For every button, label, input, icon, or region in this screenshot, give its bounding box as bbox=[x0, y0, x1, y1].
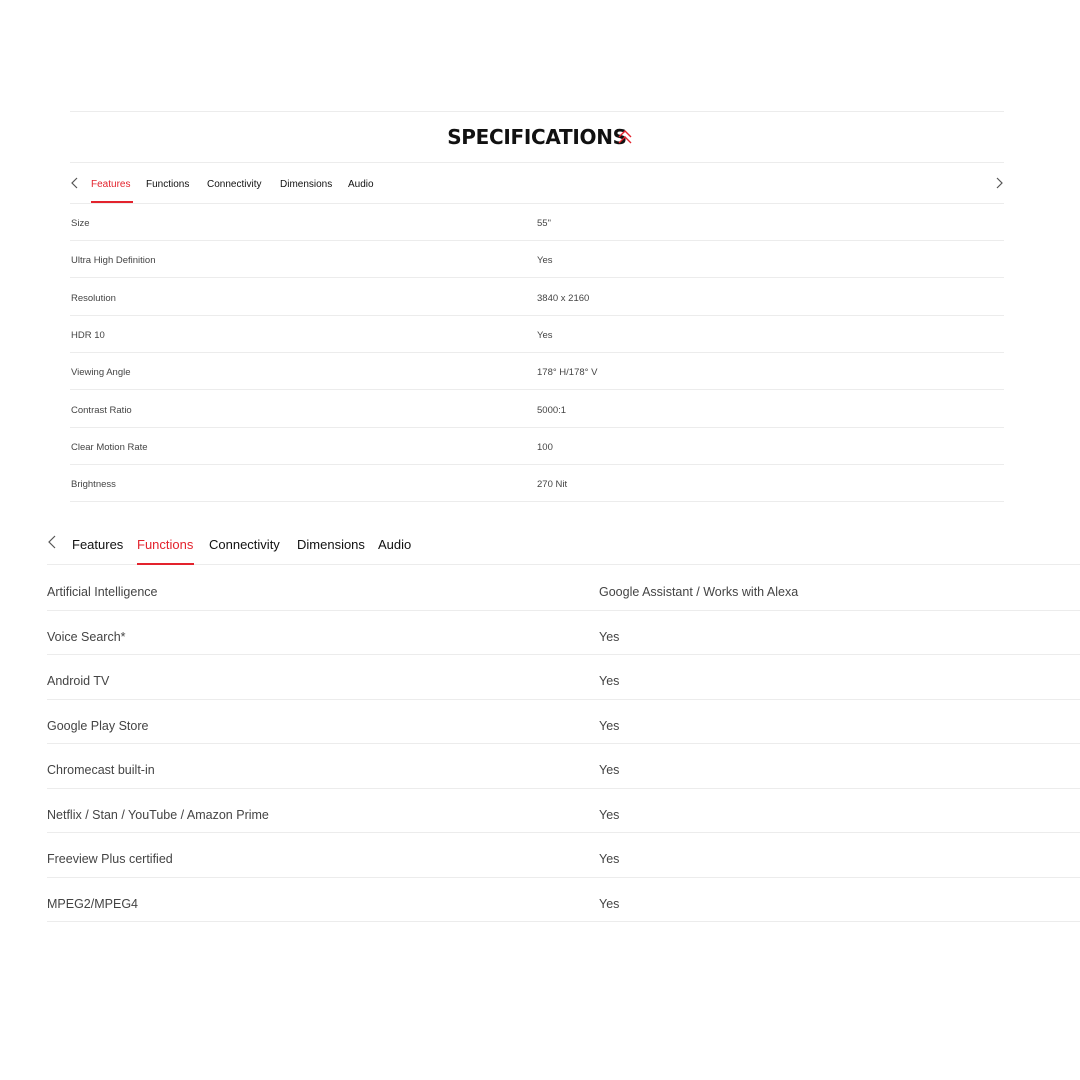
spec-row bbox=[70, 241, 1004, 278]
spec-row bbox=[47, 833, 1080, 878]
spec-label: Netflix / Stan / YouTube / Amazon Prime bbox=[47, 807, 269, 822]
tab-audio[interactable]: Audio bbox=[378, 537, 412, 552]
spec-value: 178° H/178° V bbox=[537, 367, 598, 379]
spec-row bbox=[70, 279, 1004, 316]
spec-label: Freeview Plus certified bbox=[47, 852, 173, 866]
chevron-right-icon[interactable] bbox=[994, 176, 1004, 190]
spec-row bbox=[70, 204, 1004, 241]
spec-label: Size bbox=[71, 218, 90, 229]
spec-label: Voice Search* bbox=[47, 629, 126, 644]
spec-label: Google Play Store bbox=[47, 718, 149, 733]
spec-value: Google Assistant / Works with Alexa bbox=[599, 585, 799, 599]
spec-label: Resolution bbox=[71, 292, 116, 304]
features-tab-bar bbox=[70, 163, 1004, 203]
tab-features[interactable]: Features bbox=[72, 537, 124, 552]
spec-row bbox=[70, 316, 1004, 353]
specifications-header[interactable] bbox=[70, 112, 1004, 162]
spec-label: HDR 10 bbox=[71, 329, 105, 341]
chevron-left-icon[interactable] bbox=[47, 534, 58, 550]
spec-label: Clear Motion Rate bbox=[71, 441, 148, 453]
spec-row bbox=[47, 700, 1080, 745]
spec-label: Artificial Intelligence bbox=[47, 585, 158, 599]
spec-value: Yes bbox=[599, 718, 620, 733]
spec-value: Yes bbox=[599, 763, 620, 777]
spec-value: Yes bbox=[599, 896, 620, 911]
spec-row bbox=[47, 566, 1080, 611]
spec-value: Yes bbox=[599, 674, 620, 688]
spec-row bbox=[70, 465, 1004, 502]
tab-connectivity[interactable]: Connectivity bbox=[209, 537, 280, 552]
spec-value: Yes bbox=[537, 255, 553, 267]
spec-row bbox=[70, 391, 1004, 428]
spec-value: 100 bbox=[537, 441, 553, 453]
spec-label: Ultra High Definition bbox=[71, 255, 156, 267]
active-tab-underline bbox=[137, 563, 194, 565]
spec-value: 3840 x 2160 bbox=[537, 292, 590, 304]
spec-label: Viewing Angle bbox=[71, 367, 131, 379]
spec-label: Contrast Ratio bbox=[71, 404, 132, 416]
spec-row bbox=[47, 655, 1080, 700]
tab-connectivity[interactable]: Connectivity bbox=[207, 179, 262, 190]
tab-features[interactable]: Features bbox=[91, 179, 131, 190]
spec-value: Yes bbox=[599, 629, 620, 644]
spec-value: Yes bbox=[537, 329, 553, 341]
spec-label: Brightness bbox=[71, 479, 116, 491]
spec-row bbox=[47, 744, 1080, 789]
spec-value: 270 Nit bbox=[537, 479, 568, 491]
tab-dimensions[interactable]: Dimensions bbox=[280, 179, 333, 190]
spec-row bbox=[47, 878, 1080, 923]
tab-dimensions[interactable]: Dimensions bbox=[297, 537, 365, 552]
spec-label: Android TV bbox=[47, 674, 110, 688]
tab-functions[interactable]: Functions bbox=[137, 537, 194, 552]
spec-value: Yes bbox=[599, 852, 620, 866]
double-chevron-up-icon[interactable] bbox=[618, 130, 632, 144]
page-title: SPECIFICATIONS bbox=[447, 125, 627, 149]
spec-label: Chromecast built-in bbox=[47, 763, 155, 777]
spec-value: Yes bbox=[599, 807, 620, 822]
spec-row bbox=[47, 611, 1080, 656]
spec-row bbox=[70, 428, 1004, 465]
tab-functions[interactable]: Functions bbox=[146, 179, 190, 190]
spec-label: MPEG2/MPEG4 bbox=[47, 896, 138, 911]
spec-row bbox=[70, 353, 1004, 390]
chevron-left-icon[interactable] bbox=[70, 176, 80, 190]
spec-value: 5000:1 bbox=[537, 404, 567, 416]
functions-tab-bar bbox=[47, 522, 1080, 565]
spec-value: 55" bbox=[537, 218, 551, 229]
spec-row bbox=[47, 789, 1080, 834]
tab-audio[interactable]: Audio bbox=[348, 179, 374, 190]
